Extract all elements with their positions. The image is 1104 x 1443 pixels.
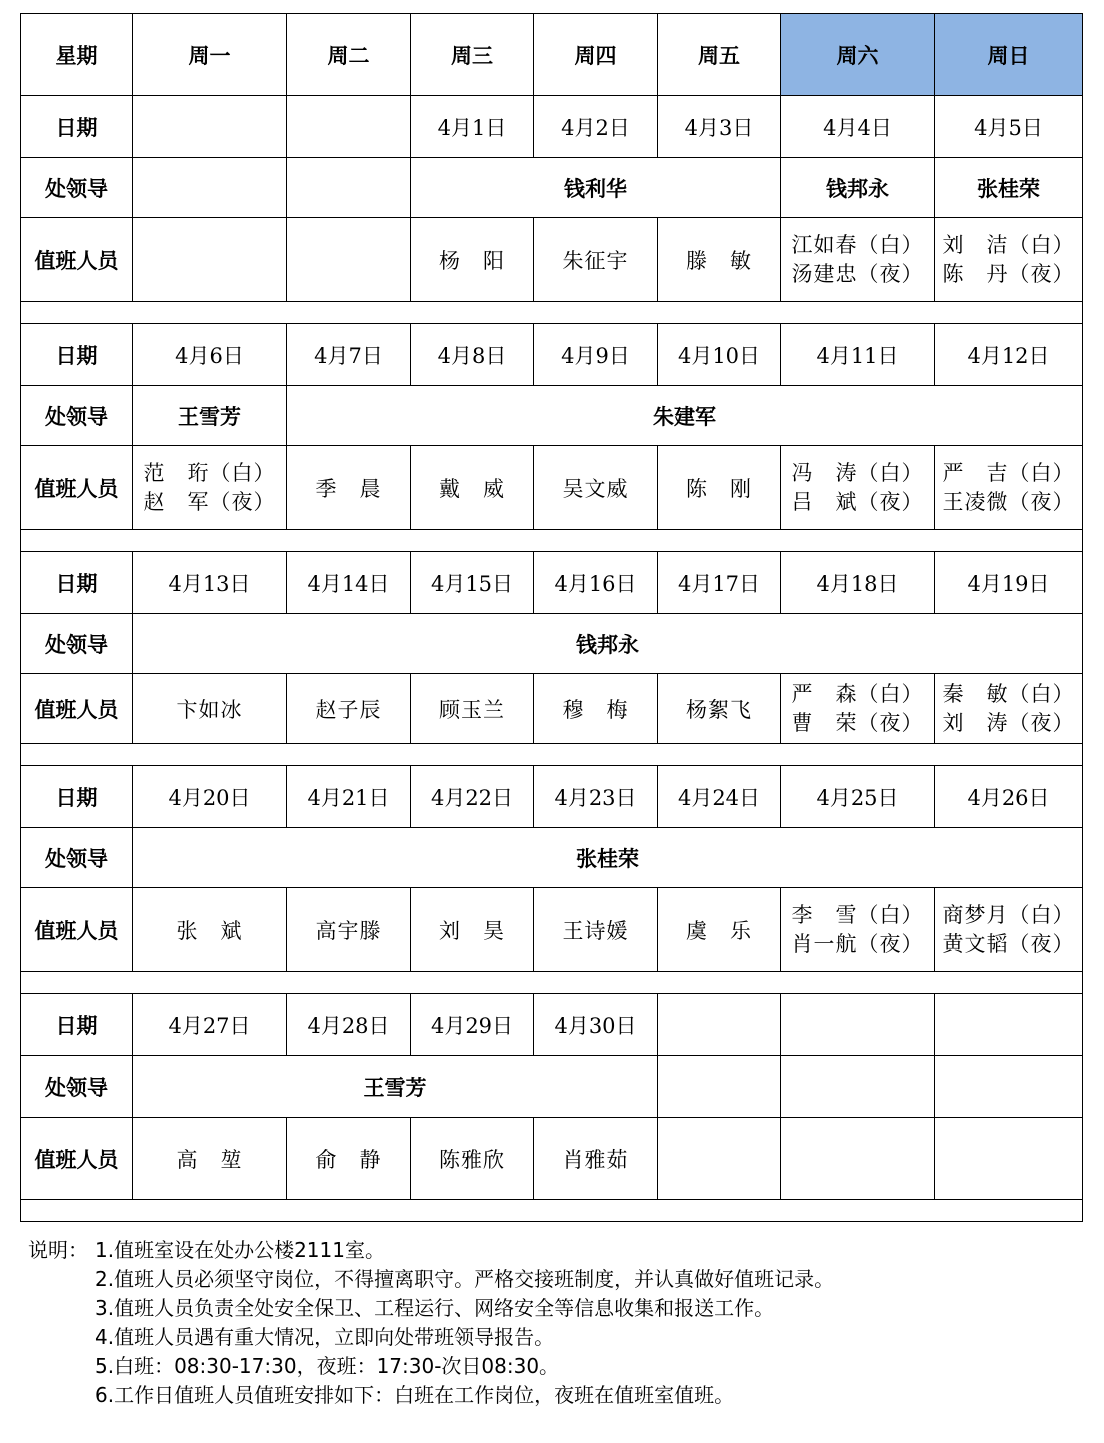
staff-cell bbox=[411, 218, 534, 302]
staff-day-shift: 冯 涛（白） bbox=[791, 460, 924, 485]
date-cell: 4月29日 bbox=[411, 994, 534, 1056]
date-cell: 4月5日 bbox=[935, 96, 1083, 158]
staff-row bbox=[21, 674, 1083, 744]
staff-cell bbox=[781, 446, 935, 530]
staff-cell bbox=[534, 446, 658, 530]
staff-cell bbox=[287, 674, 411, 744]
date-cell bbox=[133, 96, 287, 158]
row-label-staff: 值班人员 bbox=[21, 888, 133, 972]
note-text: 4.值班人员遇有重大情况，立即向处带班领导报告。 bbox=[95, 1325, 555, 1349]
staff-day-shift: 刘 洁（白） bbox=[942, 232, 1075, 257]
staff-cell bbox=[781, 1118, 935, 1200]
staff-day-shift: 李 雪（白） bbox=[791, 902, 924, 927]
date-cell: 4月9日 bbox=[534, 324, 658, 386]
leader-cell bbox=[133, 158, 287, 218]
staff-cell bbox=[133, 1118, 287, 1200]
spacer-row bbox=[21, 744, 1083, 766]
header-corner: 星期 bbox=[21, 14, 133, 96]
staff-row bbox=[21, 1118, 1083, 1200]
staff-name: 顾玉兰 bbox=[439, 697, 505, 722]
staff-name: 肖雅茹 bbox=[562, 1147, 629, 1172]
note-item bbox=[28, 1381, 834, 1410]
staff-day-shift: 严 森（白） bbox=[791, 681, 924, 706]
staff-cell bbox=[287, 218, 411, 302]
leader-cell: 钱利华 bbox=[411, 158, 781, 218]
row-label-staff: 值班人员 bbox=[21, 674, 133, 744]
row-label-leader: 处领导 bbox=[21, 828, 133, 888]
date-cell: 4月7日 bbox=[287, 324, 411, 386]
header-monday: 周一 bbox=[133, 14, 287, 96]
staff-cell bbox=[411, 674, 534, 744]
row-label-leader: 处领导 bbox=[21, 614, 133, 674]
staff-name: 杨絮飞 bbox=[686, 697, 752, 722]
staff-name: 穆 梅 bbox=[562, 697, 629, 722]
row-label-leader: 处领导 bbox=[21, 386, 133, 446]
staff-night-shift: 肖一航（夜） bbox=[791, 931, 924, 956]
date-cell bbox=[287, 96, 411, 158]
staff-name: 吴文威 bbox=[562, 476, 629, 501]
staff-cell bbox=[935, 674, 1083, 744]
staff-day-shift: 秦 敏（白） bbox=[942, 681, 1075, 706]
date-cell: 4月27日 bbox=[133, 994, 287, 1056]
row-label-staff: 值班人员 bbox=[21, 1118, 133, 1200]
date-cell: 4月28日 bbox=[287, 994, 411, 1056]
staff-cell bbox=[411, 446, 534, 530]
date-cell: 4月17日 bbox=[658, 552, 781, 614]
staff-name: 高宇滕 bbox=[315, 918, 382, 943]
spacer-cell bbox=[21, 972, 1083, 994]
note-text: 3.值班人员负责全处安全保卫、工程运行、网络安全等信息收集和报送工作。 bbox=[95, 1296, 775, 1320]
header-tuesday: 周二 bbox=[287, 14, 411, 96]
leader-cell: 王雪芳 bbox=[133, 386, 287, 446]
leader-cell: 张桂荣 bbox=[935, 158, 1083, 218]
staff-cell bbox=[133, 446, 287, 530]
leader-cell bbox=[658, 1056, 781, 1118]
staff-name: 陈 刚 bbox=[686, 476, 752, 501]
date-cell: 4月2日 bbox=[534, 96, 658, 158]
date-row bbox=[21, 766, 1083, 828]
date-cell: 4月6日 bbox=[133, 324, 287, 386]
staff-cell bbox=[781, 888, 935, 972]
leader-row bbox=[21, 386, 1083, 446]
leader-cell: 朱建军 bbox=[287, 386, 1083, 446]
staff-cell bbox=[534, 1118, 658, 1200]
staff-cell bbox=[658, 446, 781, 530]
staff-night-shift: 汤建忠（夜） bbox=[791, 261, 924, 286]
spacer-row bbox=[21, 302, 1083, 324]
leader-row bbox=[21, 158, 1083, 218]
date-cell: 4月8日 bbox=[411, 324, 534, 386]
date-cell: 4月23日 bbox=[534, 766, 658, 828]
leader-cell: 钱邦永 bbox=[133, 614, 1083, 674]
row-label-date: 日期 bbox=[21, 766, 133, 828]
date-row bbox=[21, 96, 1083, 158]
date-cell: 4月25日 bbox=[781, 766, 935, 828]
staff-name: 朱征宇 bbox=[562, 248, 629, 273]
notes-section bbox=[28, 1236, 834, 1410]
date-cell: 4月1日 bbox=[411, 96, 534, 158]
staff-night-shift: 赵 军（夜） bbox=[143, 489, 276, 514]
spacer-cell bbox=[21, 530, 1083, 552]
staff-night-shift: 吕 斌（夜） bbox=[791, 489, 924, 514]
staff-cell bbox=[658, 674, 781, 744]
staff-cell bbox=[133, 674, 287, 744]
staff-name: 高 堃 bbox=[176, 1147, 243, 1172]
staff-cell bbox=[534, 888, 658, 972]
staff-day-shift: 商梦月（白） bbox=[942, 902, 1075, 927]
date-cell: 4月20日 bbox=[133, 766, 287, 828]
leader-cell: 王雪芳 bbox=[133, 1056, 658, 1118]
date-cell: 4月4日 bbox=[781, 96, 935, 158]
date-row bbox=[21, 324, 1083, 386]
date-cell: 4月21日 bbox=[287, 766, 411, 828]
staff-row bbox=[21, 888, 1083, 972]
header-wednesday: 周三 bbox=[411, 14, 534, 96]
date-cell: 4月24日 bbox=[658, 766, 781, 828]
spacer-row bbox=[21, 1200, 1083, 1222]
staff-name: 赵子辰 bbox=[315, 697, 382, 722]
date-cell bbox=[658, 994, 781, 1056]
note-item bbox=[28, 1236, 834, 1265]
header-friday: 周五 bbox=[658, 14, 781, 96]
staff-cell bbox=[534, 218, 658, 302]
staff-name: 俞 静 bbox=[315, 1147, 382, 1172]
note-item bbox=[28, 1323, 834, 1352]
leader-row bbox=[21, 1056, 1083, 1118]
staff-cell bbox=[781, 674, 935, 744]
duty-schedule-table bbox=[20, 13, 1083, 1222]
staff-name: 张 斌 bbox=[176, 918, 243, 943]
note-text: 6.工作日值班人员值班安排如下：白班在工作岗位，夜班在值班室值班。 bbox=[95, 1383, 735, 1407]
leader-cell bbox=[935, 1056, 1083, 1118]
staff-name: 陈雅欣 bbox=[439, 1147, 505, 1172]
date-cell: 4月3日 bbox=[658, 96, 781, 158]
note-text: 5.白班：08:30-17:30，夜班：17:30-次日08:30。 bbox=[95, 1354, 560, 1378]
staff-name: 滕 敏 bbox=[686, 248, 752, 273]
staff-name: 刘 昊 bbox=[439, 918, 505, 943]
staff-day-shift: 范 珩（白） bbox=[143, 460, 276, 485]
date-row bbox=[21, 994, 1083, 1056]
staff-cell bbox=[287, 1118, 411, 1200]
date-cell bbox=[781, 994, 935, 1056]
date-cell: 4月16日 bbox=[534, 552, 658, 614]
date-cell: 4月18日 bbox=[781, 552, 935, 614]
staff-name: 虞 乐 bbox=[686, 918, 752, 943]
staff-cell bbox=[133, 218, 287, 302]
leader-cell bbox=[287, 158, 411, 218]
staff-cell bbox=[781, 218, 935, 302]
staff-cell bbox=[658, 888, 781, 972]
spacer-row bbox=[21, 972, 1083, 994]
header-thursday: 周四 bbox=[534, 14, 658, 96]
staff-cell bbox=[935, 446, 1083, 530]
header-saturday: 周六 bbox=[781, 14, 935, 96]
staff-cell bbox=[935, 218, 1083, 302]
staff-cell bbox=[411, 888, 534, 972]
date-cell bbox=[935, 994, 1083, 1056]
note-item bbox=[28, 1294, 834, 1323]
staff-cell bbox=[935, 888, 1083, 972]
leader-cell bbox=[781, 1056, 935, 1118]
staff-night-shift: 黄文韬（夜） bbox=[942, 931, 1075, 956]
date-row bbox=[21, 552, 1083, 614]
leader-cell: 张桂荣 bbox=[133, 828, 1083, 888]
staff-night-shift: 王凌微（夜） bbox=[942, 489, 1075, 514]
staff-cell bbox=[935, 1118, 1083, 1200]
date-cell: 4月14日 bbox=[287, 552, 411, 614]
header-row bbox=[21, 14, 1083, 96]
note-text: 2.值班人员必须坚守岗位，不得擅离职守。严格交接班制度，并认真做好值班记录。 bbox=[95, 1267, 835, 1291]
date-cell: 4月30日 bbox=[534, 994, 658, 1056]
leader-row bbox=[21, 614, 1083, 674]
staff-day-shift: 严 吉（白） bbox=[942, 460, 1075, 485]
staff-name: 季 晨 bbox=[315, 476, 382, 501]
leader-cell: 钱邦永 bbox=[781, 158, 935, 218]
row-label-staff: 值班人员 bbox=[21, 218, 133, 302]
row-label-date: 日期 bbox=[21, 552, 133, 614]
note-item bbox=[28, 1352, 834, 1381]
row-label-date: 日期 bbox=[21, 324, 133, 386]
spacer-cell bbox=[21, 1200, 1083, 1222]
staff-night-shift: 曹 荣（夜） bbox=[791, 710, 924, 735]
note-item bbox=[28, 1265, 834, 1294]
staff-cell bbox=[411, 1118, 534, 1200]
date-cell: 4月10日 bbox=[658, 324, 781, 386]
header-sunday: 周日 bbox=[935, 14, 1083, 96]
staff-cell bbox=[287, 446, 411, 530]
note-text: 1.值班室设在处办公楼2111室。 bbox=[95, 1238, 385, 1262]
row-label-date: 日期 bbox=[21, 96, 133, 158]
row-label-leader: 处领导 bbox=[21, 158, 133, 218]
date-cell: 4月13日 bbox=[133, 552, 287, 614]
spacer-cell bbox=[21, 302, 1083, 324]
date-cell: 4月22日 bbox=[411, 766, 534, 828]
date-cell: 4月19日 bbox=[935, 552, 1083, 614]
staff-cell bbox=[534, 674, 658, 744]
staff-day-shift: 江如春（白） bbox=[791, 232, 924, 257]
staff-row bbox=[21, 218, 1083, 302]
staff-name: 王诗媛 bbox=[562, 918, 629, 943]
date-cell: 4月12日 bbox=[935, 324, 1083, 386]
row-label-staff: 值班人员 bbox=[21, 446, 133, 530]
staff-cell bbox=[658, 1118, 781, 1200]
spacer-row bbox=[21, 530, 1083, 552]
row-label-leader: 处领导 bbox=[21, 1056, 133, 1118]
staff-cell bbox=[658, 218, 781, 302]
date-cell: 4月11日 bbox=[781, 324, 935, 386]
staff-night-shift: 刘 涛（夜） bbox=[942, 710, 1075, 735]
staff-cell bbox=[287, 888, 411, 972]
staff-row bbox=[21, 446, 1083, 530]
leader-row bbox=[21, 828, 1083, 888]
date-cell: 4月15日 bbox=[411, 552, 534, 614]
staff-night-shift: 陈 丹（夜） bbox=[942, 261, 1075, 286]
staff-name: 杨 阳 bbox=[439, 248, 505, 273]
staff-name: 卞如冰 bbox=[176, 697, 243, 722]
notes-label: 说明： bbox=[28, 1238, 88, 1262]
date-cell: 4月26日 bbox=[935, 766, 1083, 828]
staff-name: 戴 威 bbox=[439, 476, 505, 501]
spacer-cell bbox=[21, 744, 1083, 766]
row-label-date: 日期 bbox=[21, 994, 133, 1056]
staff-cell bbox=[133, 888, 287, 972]
